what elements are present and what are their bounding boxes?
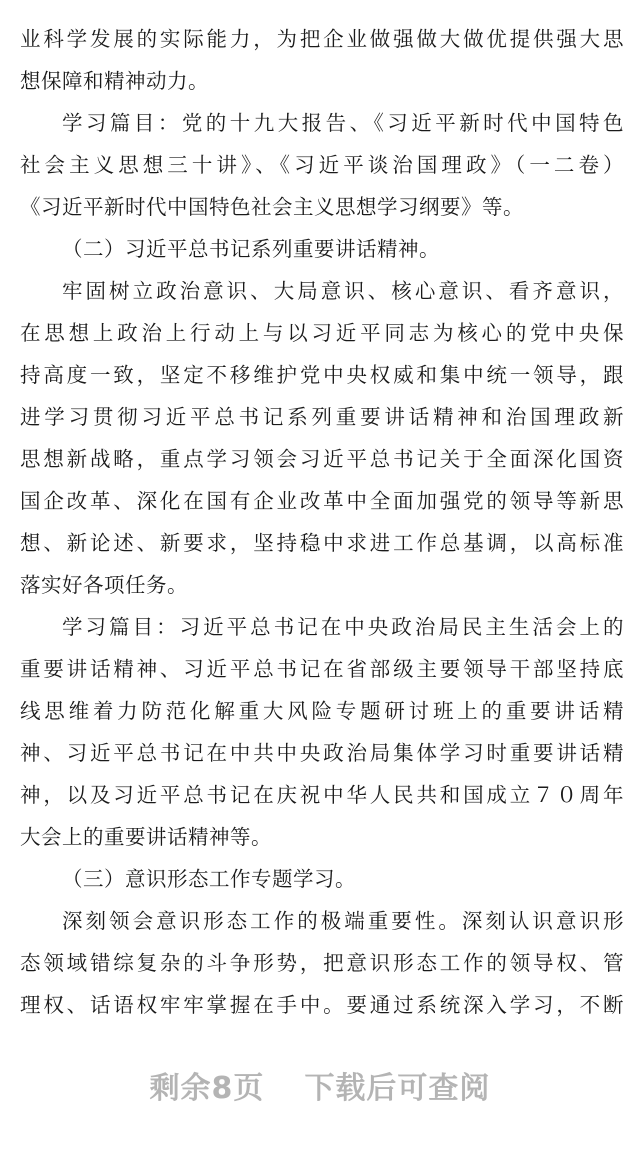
text-line: 神、习近平总书记在中共中央政治局集体学习时重要讲话精 — [20, 741, 624, 765]
text-line: 牢固树立政治意识、大局意识、核心意识、看齐意识， — [62, 279, 624, 303]
text-line: 线思维着力防范化解重大风险专题研讨班上的重要讲话精 — [20, 699, 624, 723]
text-line: 大会上的重要讲话精神等。 — [20, 825, 272, 849]
text-line: 《习近平新时代中国特色社会主义思想学习纲要》等。 — [20, 195, 524, 219]
text-line: 想、新论述、新要求，坚持稳中求进工作总基调，以高标准 — [20, 531, 624, 555]
text-line: 业科学发展的实际能力，为把企业做强做大做优提供强大思 — [20, 27, 624, 51]
download-to-read-label: 下载后可查阅 — [304, 1071, 491, 1106]
remaining-pages-label: 剩余8页 — [149, 1071, 265, 1106]
text-line: 学习篇目：党的十九大报告、《习近平新时代中国特色 — [62, 111, 624, 135]
text-line: 思想新战略，重点学习领会习近平总书记关于全面深化国资 — [20, 447, 624, 471]
text-line: 想保障和精神动力。 — [20, 69, 209, 93]
text-line: 在思想上政治上行动上与以习近平同志为核心的党中央保 — [20, 321, 624, 345]
text-line: 社会主义思想三十讲》、《习近平谈治国理政》（一二卷） — [20, 153, 624, 177]
text-line: 进学习贯彻习近平总书记系列重要讲话精神和治国理政新 — [20, 405, 624, 429]
text-line: 神，以及习近平总书记在庆祝中华人民共和国成立７０周年 — [20, 783, 624, 807]
document-body — [20, 18, 624, 1026]
text-line: 理权、话语权牢牢掌握在手中。要通过系统深入学习，不断 — [20, 993, 624, 1017]
text-line: 持高度一致，坚定不移维护党中央权威和集中统一领导，跟 — [20, 363, 624, 387]
text-line: 态领域错综复杂的斗争形势，把意识形态工作的领导权、管 — [20, 951, 624, 975]
section-heading: （三）意识形态工作专题学习。 — [62, 867, 356, 891]
text-line: 落实好各项任务。 — [20, 573, 188, 597]
text-line: 深刻领会意识形态工作的极端重要性。深刻认识意识形 — [62, 909, 624, 933]
text-line: 重要讲话精神、习近平总书记在省部级主要领导干部坚持底 — [20, 657, 624, 681]
text-line: 学习篇目：习近平总书记在中央政治局民主生活会上的 — [62, 615, 624, 639]
section-heading: （二）习近平总书记系列重要讲话精神。 — [62, 237, 440, 261]
download-prompt[interactable] — [0, 1063, 640, 1107]
text-line: 国企改革、深化在国有企业改革中全面加强党的领导等新思 — [20, 489, 624, 513]
